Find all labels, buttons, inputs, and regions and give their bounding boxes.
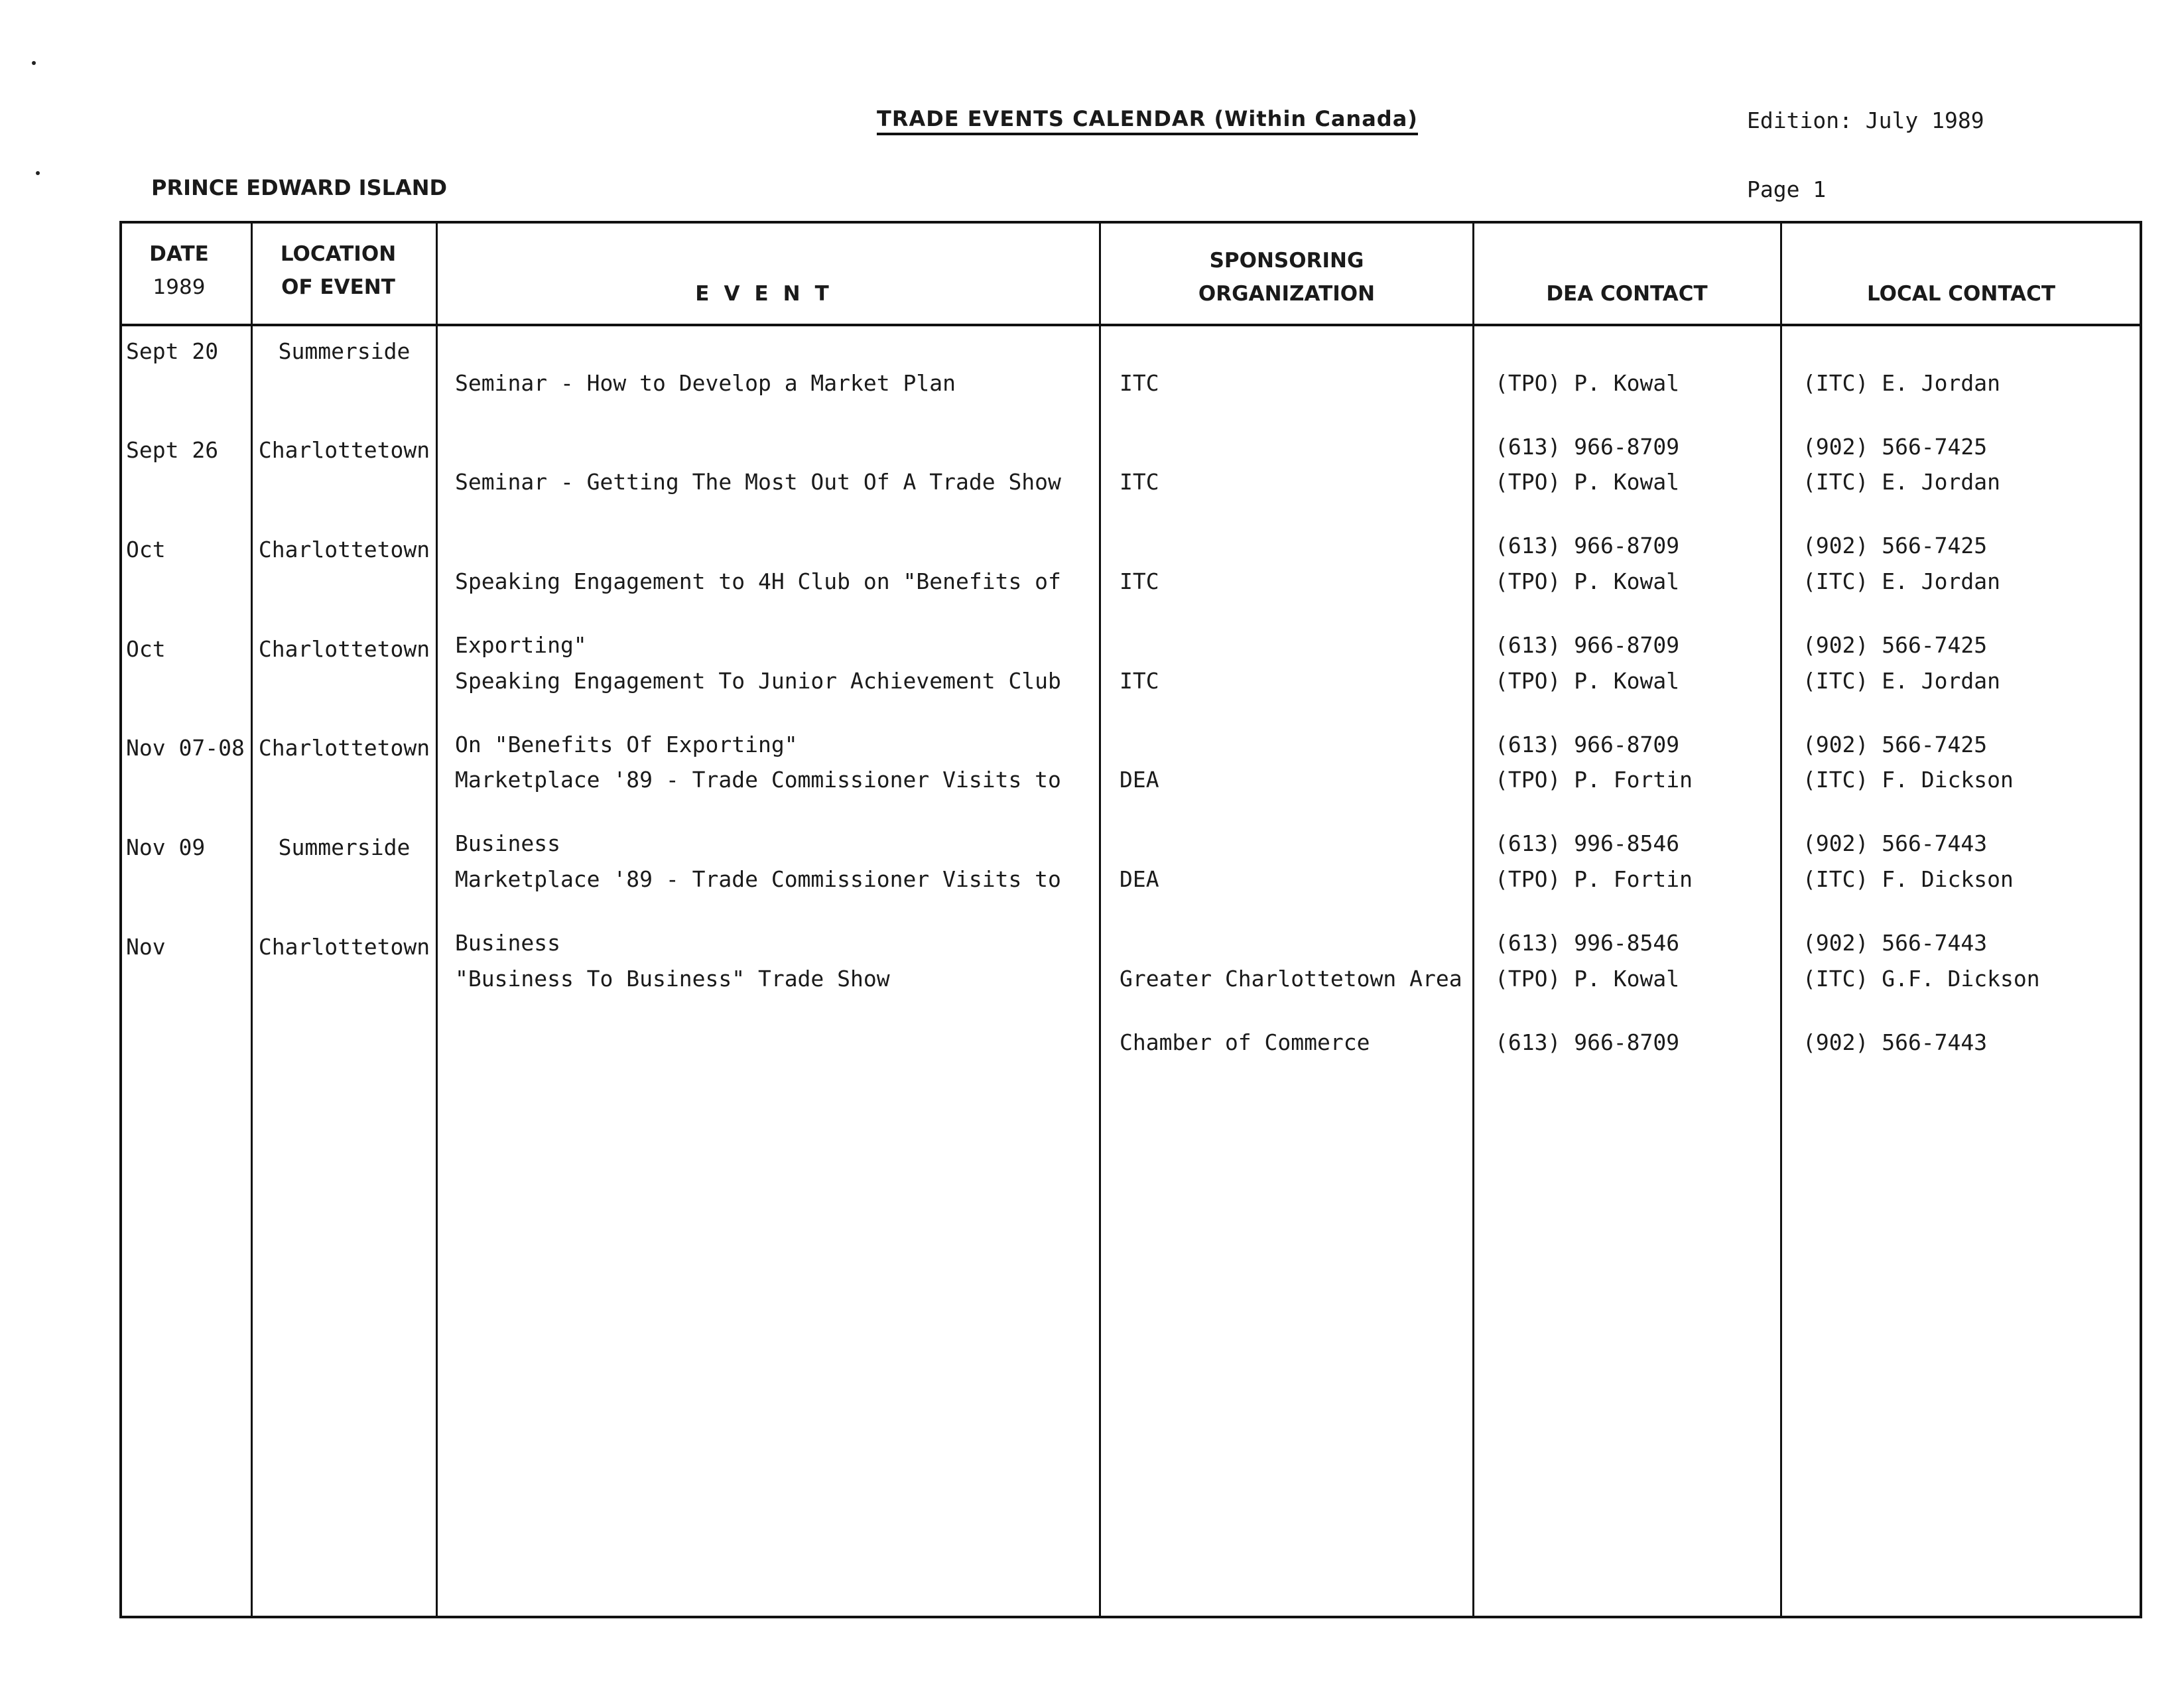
row-sponsor-line: Chamber of Commerce [1120, 1029, 1370, 1055]
local-contact-name: (ITC) E. Jordan [1803, 568, 2001, 594]
dea-contact-phone: (613) 996-8546 [1495, 830, 1680, 856]
row-event-line: "Business To Business" Trade Show [455, 966, 890, 992]
row-event-line: Business [455, 830, 560, 856]
column-header-dea-contact [1474, 237, 1779, 310]
dea-contact-name: (TPO) P. Kowal [1495, 469, 1680, 495]
header-divider [119, 324, 2142, 326]
local-contact-name: (ITC) E. Jordan [1803, 370, 2001, 396]
margin-mark [36, 171, 40, 175]
row-date: Sept 20 [126, 338, 219, 364]
dea-contact-phone: (613) 966-8709 [1495, 1029, 1680, 1055]
row-event-line: Marketplace '89 - Trade Commissioner Visits to [455, 767, 1061, 793]
column-header-sponsor-line1: SPONSORING [1209, 249, 1364, 273]
local-contact-name: (ITC) F. Dickson [1803, 767, 2014, 793]
row-sponsor-line: ITC [1120, 370, 1159, 396]
row-event-line: Marketplace '89 - Trade Commissioner Visits to [455, 866, 1061, 892]
dea-contact-name: (TPO) P. Fortin [1495, 866, 1693, 892]
column-header-location-line1: LOCATION [280, 242, 397, 266]
local-contact-phone: (902) 566-7425 [1803, 732, 1988, 757]
dea-contact-name: (TPO) P. Kowal [1495, 668, 1680, 694]
column-header-location [259, 237, 418, 310]
edition-label: Edition: July 1989 [1747, 107, 1984, 133]
page-title: TRADE EVENTS CALENDAR (Within Canada) [877, 106, 1418, 135]
row-sponsor-line: DEA [1120, 767, 1159, 793]
row-location: Charlottetown [258, 636, 430, 662]
local-contact-name: (ITC) G.F. Dickson [1803, 966, 2040, 992]
dea-contact-name: (TPO) P. Kowal [1495, 370, 1680, 396]
dea-contact-phone: (613) 966-8709 [1495, 632, 1680, 658]
column-header-local-contact [1782, 237, 2140, 310]
dea-contact-phone: (613) 966-8709 [1495, 732, 1680, 757]
dea-contact-name: (TPO) P. Kowal [1495, 568, 1680, 594]
column-header-date [126, 237, 232, 310]
local-contact-phone: (902) 566-7425 [1803, 632, 1988, 658]
page-number: Page 1 [1747, 176, 1827, 202]
row-event-line: On "Benefits Of Exporting" [455, 732, 798, 757]
local-contact-phone: (902) 566-7443 [1803, 930, 1988, 956]
row-event-line: Speaking Engagement to 4H Club on "Benefits of [455, 568, 1061, 594]
row-location: Summerside [278, 834, 411, 860]
dea-contact-name: (TPO) P. Kowal [1495, 966, 1680, 992]
row-location: Summerside [278, 338, 411, 364]
dea-contact-phone: (613) 966-8709 [1495, 533, 1680, 558]
row-event-line: Seminar - Getting The Most Out Of A Trade Show [455, 469, 1061, 495]
dea-contact-phone: (613) 996-8546 [1495, 930, 1680, 956]
dea-contact-name: (TPO) P. Fortin [1495, 767, 1693, 793]
row-date: Nov 09 [126, 834, 206, 860]
local-contact-phone: (902) 566-7425 [1803, 434, 1988, 460]
row-location: Charlottetown [258, 934, 430, 960]
row-sponsor-line: DEA [1120, 866, 1159, 892]
province-heading: PRINCE EDWARD ISLAND [151, 175, 448, 200]
local-contact-phone: (902) 566-7425 [1803, 533, 1988, 558]
row-date: Oct [126, 636, 166, 662]
row-location: Charlottetown [258, 735, 430, 761]
column-header-location-line2: OF EVENT [281, 275, 395, 299]
row-location: Charlottetown [258, 437, 430, 463]
local-contact-phone: (902) 566-7443 [1803, 830, 1988, 856]
local-contact-name: (ITC) E. Jordan [1803, 668, 2001, 694]
column-header-dea-contact-title: DEA CONTACT [1546, 282, 1708, 306]
row-date: Sept 26 [126, 437, 219, 463]
column-header-date-year: 1989 [153, 275, 206, 299]
table-row [0, 534, 2184, 658]
row-sponsor-line: ITC [1120, 469, 1159, 495]
local-contact-name: (ITC) E. Jordan [1803, 469, 2001, 495]
dea-contact-phone: (613) 966-8709 [1495, 434, 1680, 460]
column-header-date-title: DATE [149, 242, 209, 266]
column-header-event-title: EVENT [695, 282, 844, 306]
row-event-line: Business [455, 930, 560, 956]
row-sponsor-line: ITC [1120, 668, 1159, 694]
column-header-event [438, 237, 1101, 310]
row-event-line: Speaking Engagement To Junior Achievement Club [455, 668, 1061, 694]
row-event-line: Exporting" [455, 632, 587, 658]
column-header-sponsor [1101, 237, 1472, 310]
row-location: Charlottetown [258, 537, 430, 562]
column-header-sponsor-line2: ORGANIZATION [1198, 282, 1376, 306]
row-date: Oct [126, 537, 166, 562]
local-contact-phone: (902) 566-7443 [1803, 1029, 1988, 1055]
column-header-local-contact-title: LOCAL CONTACT [1867, 282, 2055, 306]
row-event [455, 931, 1085, 1059]
row-dea-contact [1495, 931, 1679, 1090]
row-sponsor-line: ITC [1120, 568, 1159, 594]
row-local-contact [1803, 931, 2040, 1090]
margin-mark [32, 61, 36, 65]
row-date: Nov [126, 934, 166, 960]
row-sponsor [1120, 931, 1478, 1090]
local-contact-name: (ITC) F. Dickson [1803, 866, 2014, 892]
table-row [0, 931, 2184, 1055]
row-event-line: Seminar - How to Develop a Market Plan [455, 370, 956, 396]
row-sponsor-line: Greater Charlottetown Area [1120, 966, 1462, 992]
row-date: Nov 07-08 [126, 735, 245, 761]
